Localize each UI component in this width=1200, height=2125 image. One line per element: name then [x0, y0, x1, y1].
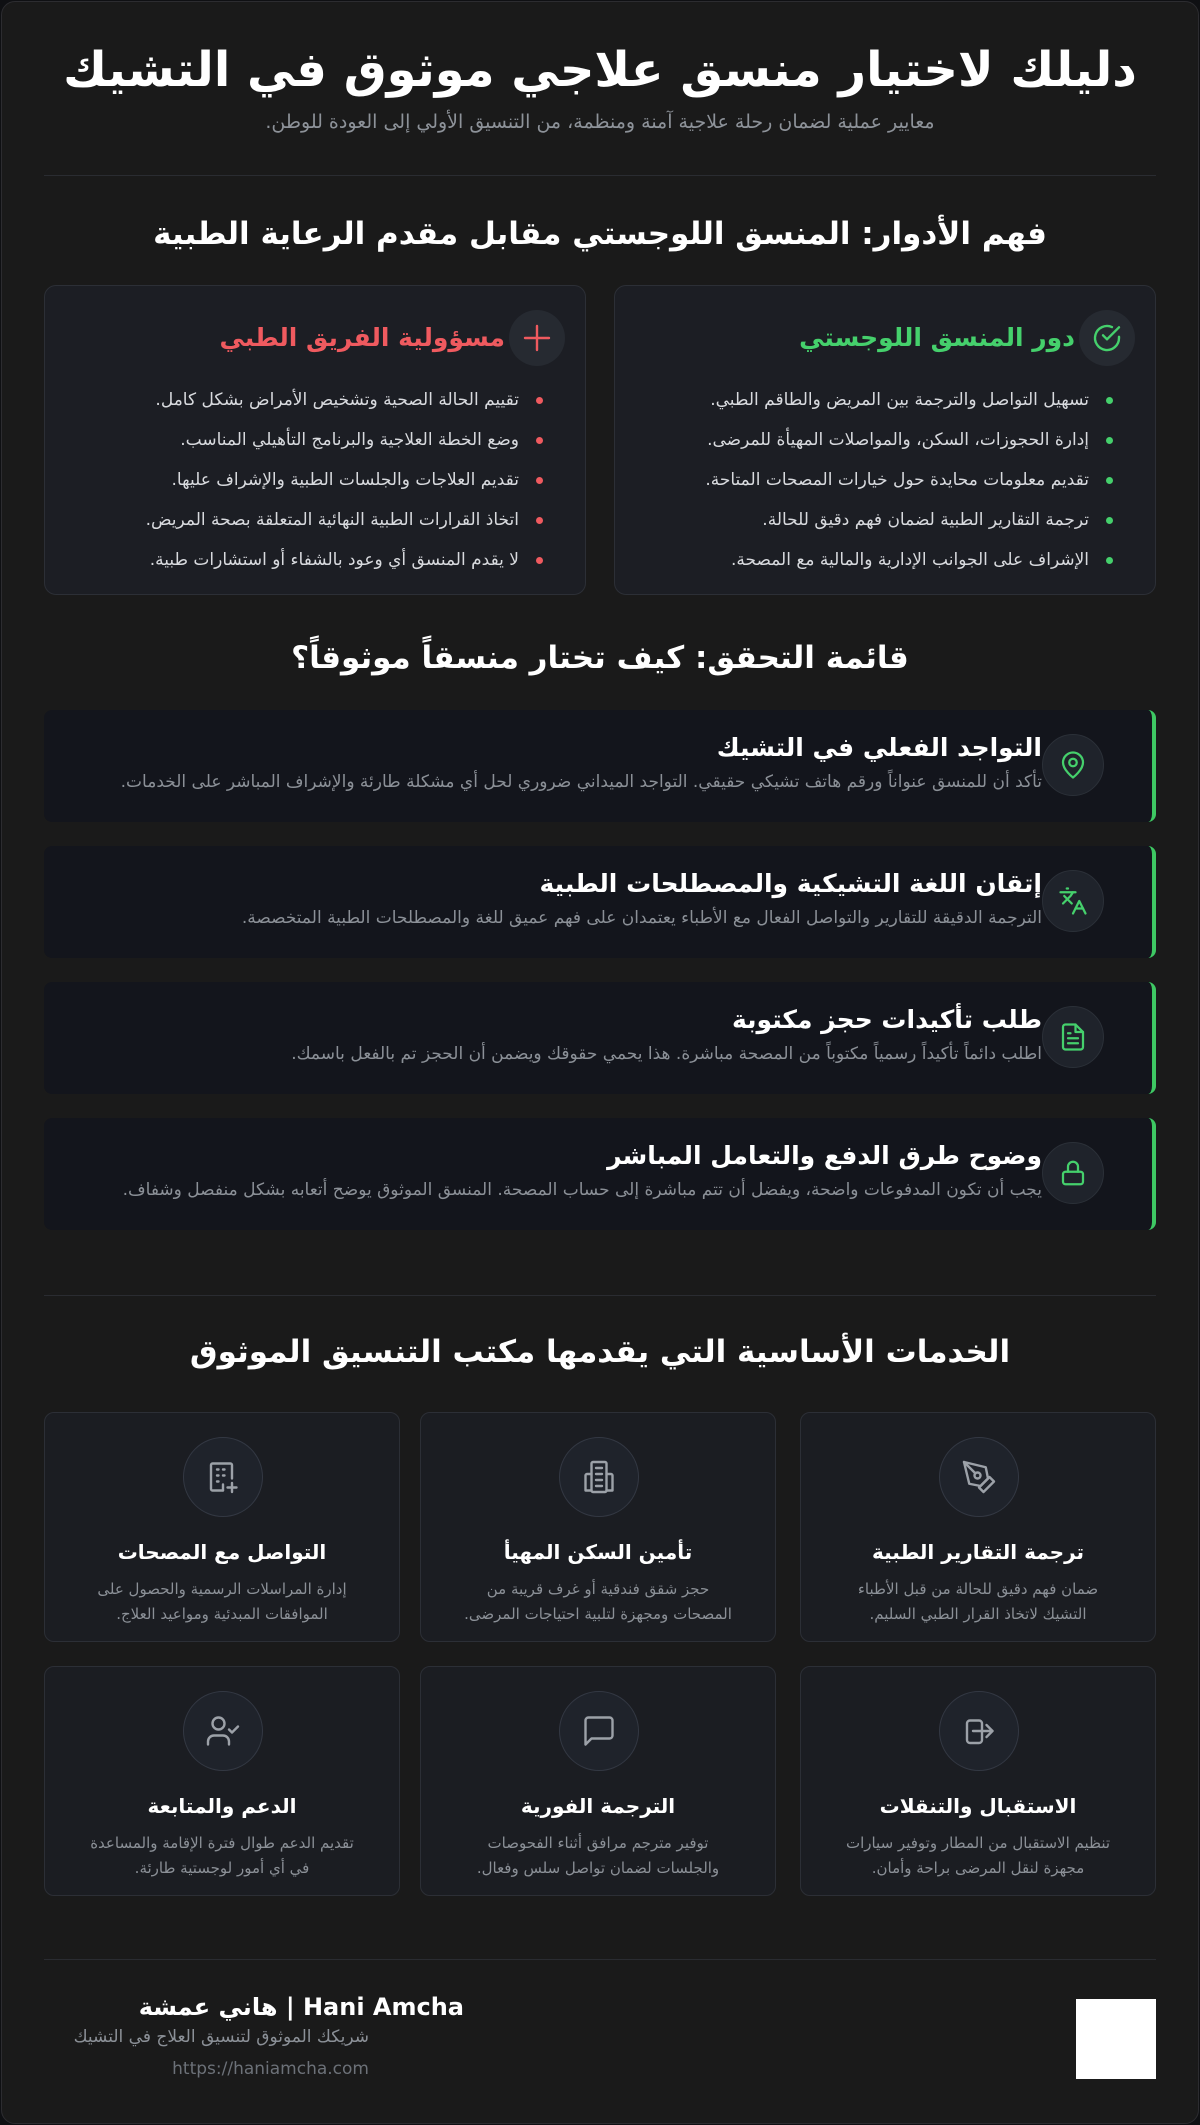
service-desc: تقديم الدعم طوال فترة الإقامة والمساعدة في أي أمور لوجستية طارئة. — [90, 1834, 354, 1877]
service-title: الدعم والمتابعة — [147, 1794, 297, 1818]
plus-icon — [509, 310, 565, 366]
checklist-section-title: قائمة التحقق: كيف تختار منسقاً موثوقاً؟ — [291, 640, 909, 676]
checklist-item-desc: يجب أن تكون المدفوعات واضحة، ويفضل أن تتم مباشرة إلى حساب المصحة. المنسق الموثوق يوضح أتعابه بشكل منفصل وشفاف. — [122, 1180, 1042, 1200]
service-desc: ضمان فهم دقيق للحالة من قبل الأطباء التشيك لاتخاذ القرار الطبي السليم. — [857, 1580, 1099, 1623]
user-check-icon — [183, 1691, 263, 1771]
checklist-item-desc: الترجمة الدقيقة للتقارير والتواصل الفعال مع الأطباء يعتمدان على فهم عميق للغة والمصطلحات الطبية المتخصصة. — [241, 908, 1042, 928]
service-title: تأمين السكن المهيأ — [503, 1540, 693, 1564]
medical-role-title: مسؤولية الفريق الطبي — [219, 323, 505, 352]
roles-section-title: فهم الأدوار: المنسق اللوجستي مقابل مقدم الرعاية الطبية — [153, 216, 1047, 252]
service-title: الترجمة الفورية — [520, 1794, 676, 1818]
service-card-support — [44, 1666, 400, 1896]
medical-role-header — [75, 310, 545, 366]
list-item: الإشراف على الجوانب الإدارية والمالية مع المصحة. — [635, 540, 1113, 580]
list-item: اتخاذ القرارات الطبية النهائية المتعلقة بصحة المريض. — [65, 500, 543, 540]
list-item: تقييم الحالة الصحية وتشخيص الأمراض بشكل كامل. — [65, 380, 543, 420]
checklist-item-desc: اطلب دائماً تأكيداً رسمياً مكتوباً من المصحة مباشرة. هذا يحمي حقوقك ويضمن أن الحجز تم بالفعل باسمك. — [291, 1044, 1042, 1064]
coordinator-role-title: دور المنسق اللوجستي — [799, 323, 1075, 352]
lock-icon — [1042, 1142, 1104, 1204]
footer-tagline: شريكك الموثوق لتنسيق العلاج في التشيك — [73, 2027, 369, 2047]
qr-code — [1076, 1999, 1156, 2079]
arrival-icon — [939, 1691, 1019, 1771]
medical-role-card — [44, 285, 586, 595]
service-desc: تنظيم الاستقبال من المطار وتوفير سيارات مجهزة لنقل المرضى براحة وأمان. — [845, 1834, 1111, 1877]
page-title: دليلك لاختيار منسق علاجي موثوق في التشيك — [63, 42, 1137, 98]
checklist-item-payment — [44, 1118, 1156, 1230]
coordinator-role-list — [635, 380, 1113, 580]
list-item: لا يقدم المنسق أي وعود بالشفاء أو استشارات طبية. — [65, 540, 543, 580]
service-title: التواصل مع المصحات — [117, 1540, 327, 1564]
page-subtitle: معايير عملية لضمان رحلة علاجية آمنة ومنظمة، من التنسيق الأولي إلى العودة للوطن. — [265, 111, 935, 133]
page-frame — [1, 1, 1199, 2124]
services-section-title: الخدمات الأساسية التي يقدمها مكتب التنسيق الموثوق — [189, 1334, 1011, 1370]
checklist-item-title: إتقان اللغة التشيكية والمصطلحات الطبية — [539, 869, 1042, 898]
divider — [44, 175, 1156, 176]
divider — [44, 1295, 1156, 1296]
service-desc: توفير مترجم مرافق أثناء الفحوصات والجلسات لضمان تواصل سلس وفعال. — [476, 1834, 720, 1877]
coordinator-role-header — [645, 310, 1115, 366]
service-card-clinics — [44, 1412, 400, 1642]
service-card-housing — [420, 1412, 776, 1642]
checklist-item-presence — [44, 710, 1156, 822]
page-content — [44, 2, 1156, 2123]
service-title: ترجمة التقارير الطبية — [871, 1540, 1085, 1564]
footer-brand-name: Hani Amcha | هاني عمشة — [138, 1993, 464, 2021]
building-icon — [559, 1437, 639, 1517]
document-icon — [1042, 1006, 1104, 1068]
pen-tool-icon — [939, 1437, 1019, 1517]
service-card-interpretation — [420, 1666, 776, 1896]
footer-website-link[interactable]: https://haniamcha.com — [172, 2059, 369, 2079]
hospital-icon — [183, 1437, 263, 1517]
chat-icon — [559, 1691, 639, 1771]
checklist-item-language — [44, 846, 1156, 958]
check-circle-icon — [1079, 310, 1135, 366]
service-desc: إدارة المراسلات الرسمية والحصول على الموافقات المبدئية ومواعيد العلاج. — [97, 1580, 347, 1623]
translate-icon — [1042, 870, 1104, 932]
divider — [44, 1959, 1156, 1960]
checklist-item-booking — [44, 982, 1156, 1094]
service-desc: حجز شقق فندقية أو غرف قريبة من المصحات ومجهزة لتلبية احتياجات المرضى. — [464, 1580, 732, 1623]
checklist-item-title: التواجد الفعلي في التشيك — [716, 733, 1042, 762]
checklist-item-title: طلب تأكيدات حجز مكتوبة — [731, 1005, 1042, 1034]
list-item: ترجمة التقارير الطبية لضمان فهم دقيق للحالة. — [635, 500, 1113, 540]
checklist-item-desc: تأكد أن للمنسق عنواناً ورقم هاتف تشيكي حقيقي. التواجد الميداني ضروري لحل أي مشكلة طارئة والإشراف المباشر على الخدمات. — [120, 772, 1042, 792]
service-card-translation — [800, 1412, 1156, 1642]
list-item: تقديم العلاجات والجلسات الطبية والإشراف عليها. — [65, 460, 543, 500]
medical-role-list — [65, 380, 543, 580]
list-item: تسهيل التواصل والترجمة بين المريض والطاقم الطبي. — [635, 380, 1113, 420]
map-pin-icon — [1042, 734, 1104, 796]
service-card-transport — [800, 1666, 1156, 1896]
list-item: وضع الخطة العلاجية والبرنامج التأهيلي المناسب. — [65, 420, 543, 460]
coordinator-role-card — [614, 285, 1156, 595]
checklist-item-title: وضوح طرق الدفع والتعامل المباشر — [607, 1141, 1042, 1170]
list-item: تقديم معلومات محايدة حول خيارات المصحات المتاحة. — [635, 460, 1113, 500]
service-title: الاستقبال والتنقلات — [879, 1794, 1077, 1818]
list-item: إدارة الحجوزات، السكن، والمواصلات المهيأة للمرضى. — [635, 420, 1113, 460]
